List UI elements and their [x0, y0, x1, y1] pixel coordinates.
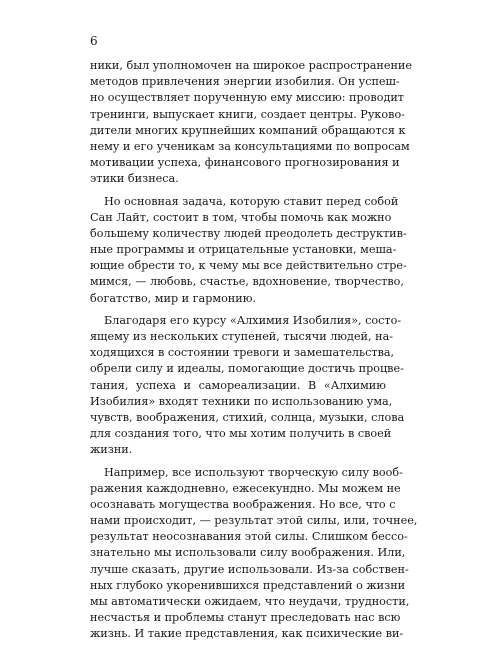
- text-line: жизнь. И такие представления, как психические ви-: [90, 627, 404, 641]
- text-line: тания, успеха и самореализации. В «Алхимию: [90, 378, 386, 392]
- text-line: ражения каждодневно, ежесекундно. Мы можем не: [90, 481, 401, 495]
- text-line: богатство, мир и гармонию.: [90, 291, 257, 305]
- text-line: для создания того, что мы хотим получить в своей: [90, 427, 392, 441]
- text-line: несчастья и проблемы станут преследовать нас всю: [90, 611, 401, 625]
- text-line: нему и его ученикам за консультациями по вопросам: [90, 139, 410, 153]
- paragraph-2: [90, 194, 407, 307]
- text-line: жизни.: [90, 443, 133, 457]
- text-line: знательно мы использовали силу воображения. Или,: [90, 546, 406, 560]
- text-line: дители многих крупнейших компаний обращаются к: [90, 123, 406, 137]
- text-line: большему количеству людей преодолеть деструктив-: [90, 226, 407, 240]
- paragraph-3: [90, 313, 405, 459]
- text-line: осознавать могущества воображения. Но все, что с: [90, 497, 396, 511]
- text-line: лучше сказать, другие использовали. Из-за собствен-: [90, 562, 409, 576]
- page-body: [90, 58, 418, 643]
- text-line: чувств, воображения, стихий, солнца, музыки, слова: [90, 410, 405, 424]
- text-line: мотивации успеха, финансового прогнозирования и: [90, 156, 400, 170]
- text-line: Но основная задача, которую ставит перед собой: [104, 194, 399, 208]
- text-line: этики бизнеса.: [90, 172, 179, 186]
- text-line: ные программы и отрицательные установки, меша-: [90, 243, 397, 257]
- text-line: ники, был уполномочен на широкое распространение: [90, 59, 413, 72]
- paragraph-4: [90, 465, 418, 643]
- text-line: Сан Лайт, состоит в том, чтобы помочь как можно: [90, 210, 392, 224]
- text-line: обрели силу и идеалы, помогающие достичь процве-: [90, 362, 404, 376]
- text-line: Благодаря его курсу «Алхимия Изобилия», состо-: [104, 313, 402, 327]
- text-line: мимся, — любовь, счастье, вдохновение, творчество,: [90, 275, 404, 289]
- page-number: 6: [90, 34, 98, 48]
- text-line: Изобилия» входят техники по использованию ума,: [90, 394, 393, 408]
- text-line: ящему из нескольких ступеней, тысячи людей, на-: [90, 330, 394, 343]
- text-line: результат неосознавания этой силы. Слишком бессо-: [90, 530, 408, 544]
- text-line: ющие обрести то, к чему мы все действительно стре-: [90, 259, 407, 273]
- text-line: мы автоматически ожидаем, что неудачи, трудности,: [90, 595, 410, 608]
- paragraph-1: [90, 58, 413, 188]
- text-line: нами происходит, — результат этой силы, или, точнее,: [90, 514, 418, 528]
- text-line: но осуществляет порученную ему миссию: проводит: [90, 91, 404, 105]
- text-line: ных глубоко укоренившихся представлений о жизни: [90, 578, 406, 592]
- text-line: ходящихся в состоянии тревоги и замешательства,: [90, 346, 395, 360]
- text-line: тренинги, выпускает книги, создает центры. Руково-: [90, 107, 405, 121]
- text-line: методов привлечения энергии изобилия. Он успеш-: [90, 75, 400, 89]
- text-line: Например, все используют творческую силу вооб-: [104, 465, 403, 479]
